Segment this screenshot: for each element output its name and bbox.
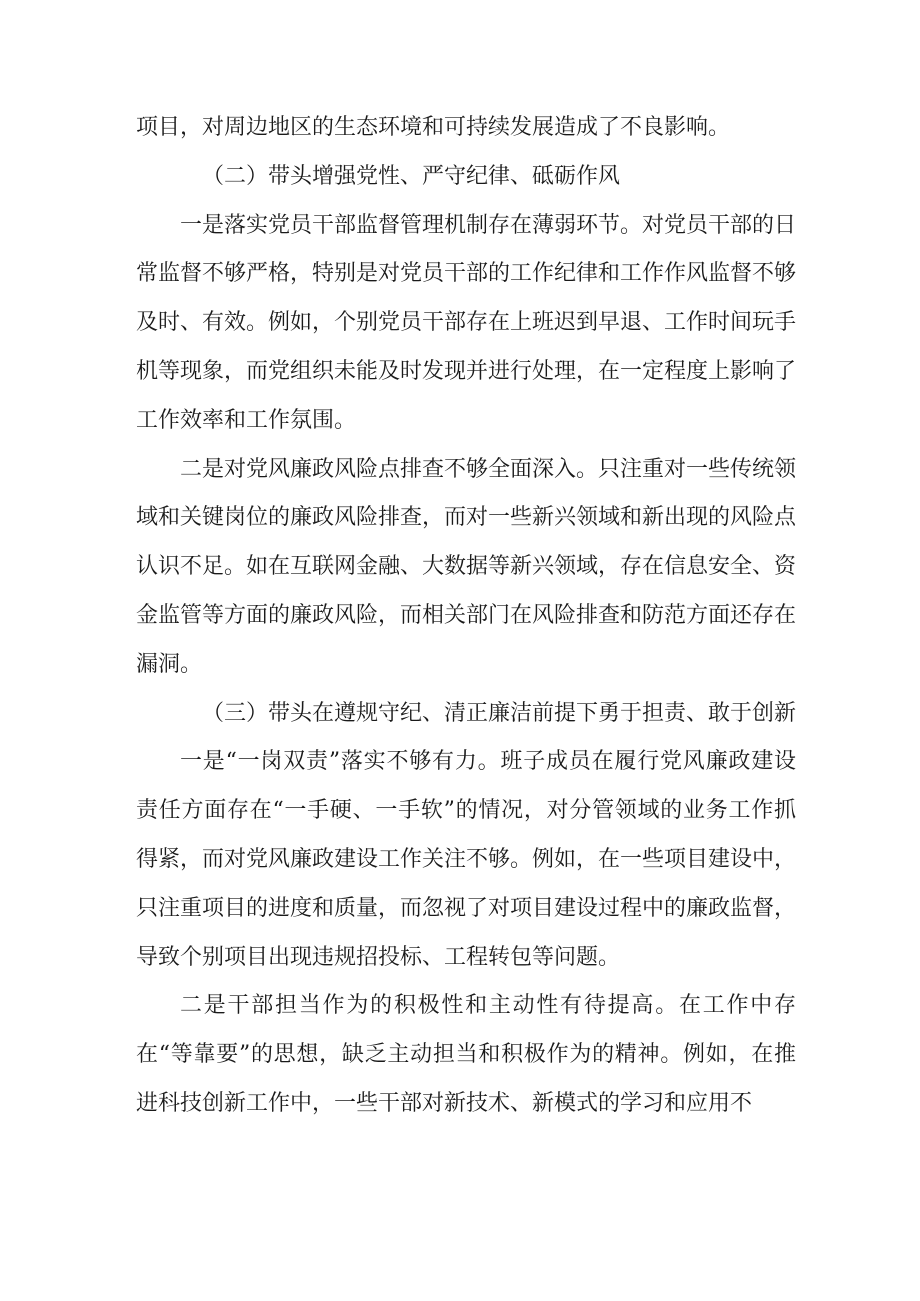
paragraph-dual-duty: 一是“一岗双责”落实不够有力。班子成员在履行党风廉政建设责任方面存在“一手硬、一手软”的情况，对分管领域的业务工作抓得紧，而对党风廉政建设工作关注不够。例如，在一些项目建设中，只注重项目的进度和质量，而忽视了对项目建设过程中的廉政监督，导致个别项目出现违规招投标、工程转包等问题。 — [136, 749, 797, 970]
section-heading-3: （三）带头在遵规守纪、清正廉洁前提下勇于担责、敢于创新 — [202, 700, 797, 726]
document-body — [136, 104, 796, 1129]
paragraph-risk-check: 二是对党风廉政风险点排查不够全面深入。只注重对一些传统领域和关键岗位的廉政风险排查，而对一些新兴领域和新出现的风险点认识不足。如在互联网金融、大数据等新兴领域，存在信息安全、资金监管等方面的廉政风险，而相关部门在风险排查和防范方面还存在漏洞。 — [136, 456, 797, 677]
paragraph-supervision: 一是落实党员干部监督管理机制存在薄弱环节。对党员干部的日常监督不够严格，特别是对党员干部的工作纪律和工作作风监督不够及时、有效。例如，个别党员干部存在上班迟到早退、工作时间玩手机等现象，而党组织未能及时发现并进行处理，在一定程度上影响了工作效率和工作氛围。 — [136, 212, 797, 433]
paragraph-continuation: 项目，对周边地区的生态环境和可持续发展造成了不良影响。 — [136, 115, 731, 140]
section-heading-2: （二）带头增强党性、严守纪律、砥砺作风 — [202, 163, 621, 189]
paragraph-initiative: 二是干部担当作为的积极性和主动性有待提高。在工作中存在“等靠要”的思想，缺乏主动担当和积极作为的精神。例如，在推进科技创新工作中，一些干部对新技术、新模式的学习和应用不 — [136, 993, 796, 1116]
